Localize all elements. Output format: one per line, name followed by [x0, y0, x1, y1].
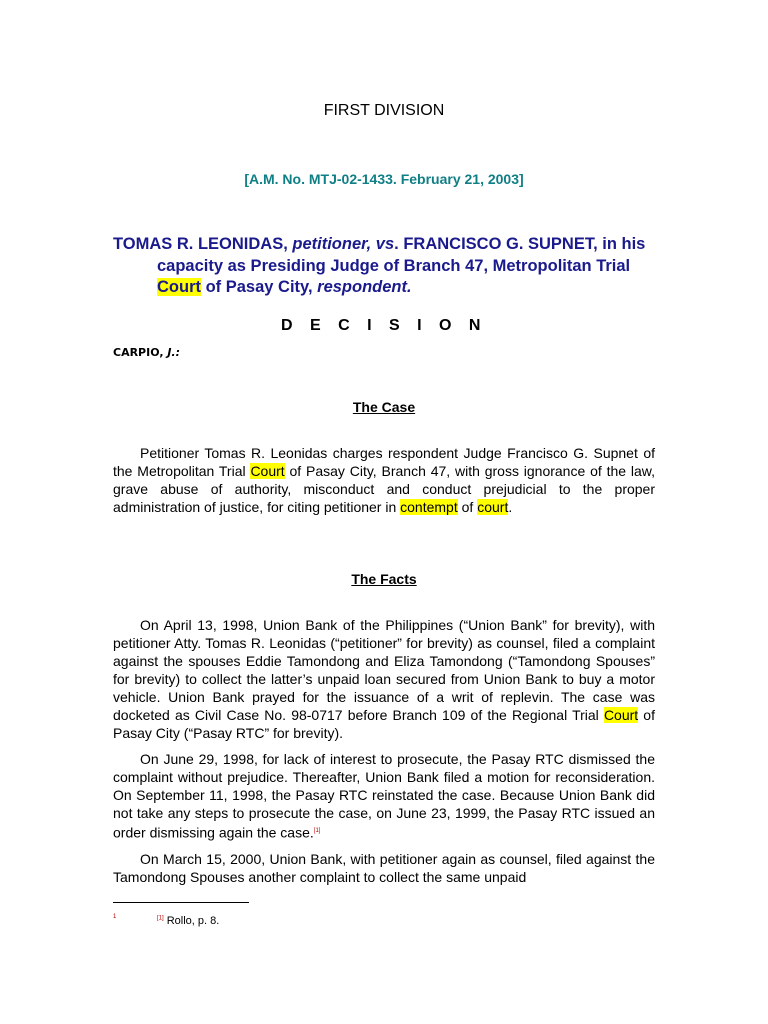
paragraph-text: of Pasay City, Branch 47, with gross ignorance of the law, grave abuse of authority, misconduct and conduct prejudicial to the proper administration of justice, for citing petitioner in: [113, 463, 655, 515]
section-heading-case: The Case: [352, 399, 416, 415]
respondent-intro: . FRANCISCO G. SUPNET, in his capacity as Presiding Judge of Branch 47, Metropolitan Trial: [157, 235, 646, 275]
ponente-name: CARPIO,: [113, 346, 168, 359]
section-heading-facts: The Facts: [351, 571, 417, 587]
paragraph-text: On April 13, 1998, Union Bank of the Philippines (“Union Bank” for brevity), with petitioner Atty. Tomas R. Leonidas (“petitioner” for brevity) as counsel, filed a complaint against the spouses Eddie Tamondong and Eliza Tamondong (“Tamondong Spouses” for brevity) to collect the latter’s unpaid loan secured from Union Bank to buy a motor vehicle. Union Bank prayed for the issuance of a writ of replevin. The case was docketed as Civil Case No. 98-0717 before Branch 109 of the Regional Trial: [113, 617, 655, 723]
paragraph-text: Petitioner Tomas R. Leonidas charges respondent Judge Francisco G. Supnet of the Metropolitan Trial: [113, 445, 655, 479]
footnote-number: 1: [113, 914, 117, 920]
paragraph: [113, 850, 655, 886]
paragraph: [113, 616, 655, 742]
search-highlight: Court: [250, 463, 285, 479]
paragraph: [113, 444, 655, 516]
search-highlight: court: [477, 499, 509, 515]
paragraph-text: On March 15, 2000, Union Bank, with petitioner again as counsel, filed against the Tamondong Spouses another complaint to collect the same unpaid: [113, 851, 655, 885]
paragraph: [113, 750, 655, 842]
search-highlight: Court: [157, 278, 201, 296]
search-highlight: contempt: [400, 499, 458, 515]
ponente-title: J.:: [167, 346, 181, 359]
paragraph-text: of: [457, 499, 478, 515]
footnote-marker: [1]: [157, 915, 164, 922]
case-parties: [113, 234, 658, 299]
respondent-tail: of Pasay City,: [201, 278, 318, 296]
paragraph-text: On June 29, 1998, for lack of interest to prosecute, the Pasay RTC dismissed the complaint without prejudice. Thereafter, Union Bank filed a motion for reconsideration. On September 11, 1998, the Pasay RTC reinstated the case. Because Union Bank did not take any steps to prosecute the case, on June 23, 1999, the Pasay RTC issued an order dismissing again the case.: [113, 751, 655, 841]
footnote-link[interactable]: [1]: [313, 828, 321, 834]
petitioner-role: petitioner, vs: [292, 235, 395, 253]
case-citation: [A.M. No. MTJ-02-1433. February 21, 2003]: [244, 171, 524, 187]
footnote-text: [157, 915, 219, 927]
respondent-role: respondent.: [317, 278, 412, 296]
search-highlight: Court: [603, 707, 639, 723]
division-heading: FIRST DIVISION: [323, 102, 445, 119]
paragraph-text: of Pasay City (“Pasay RTC” for brevity).: [113, 707, 655, 741]
footnote-separator: [113, 902, 249, 903]
petitioner-name: TOMAS R. LEONIDAS,: [113, 235, 293, 253]
decision-title: D E C I S I O N: [281, 317, 487, 334]
ponente: [113, 346, 180, 359]
paragraph-text: .: [508, 499, 513, 515]
footnote-body: Rollo, p. 8.: [163, 915, 220, 927]
